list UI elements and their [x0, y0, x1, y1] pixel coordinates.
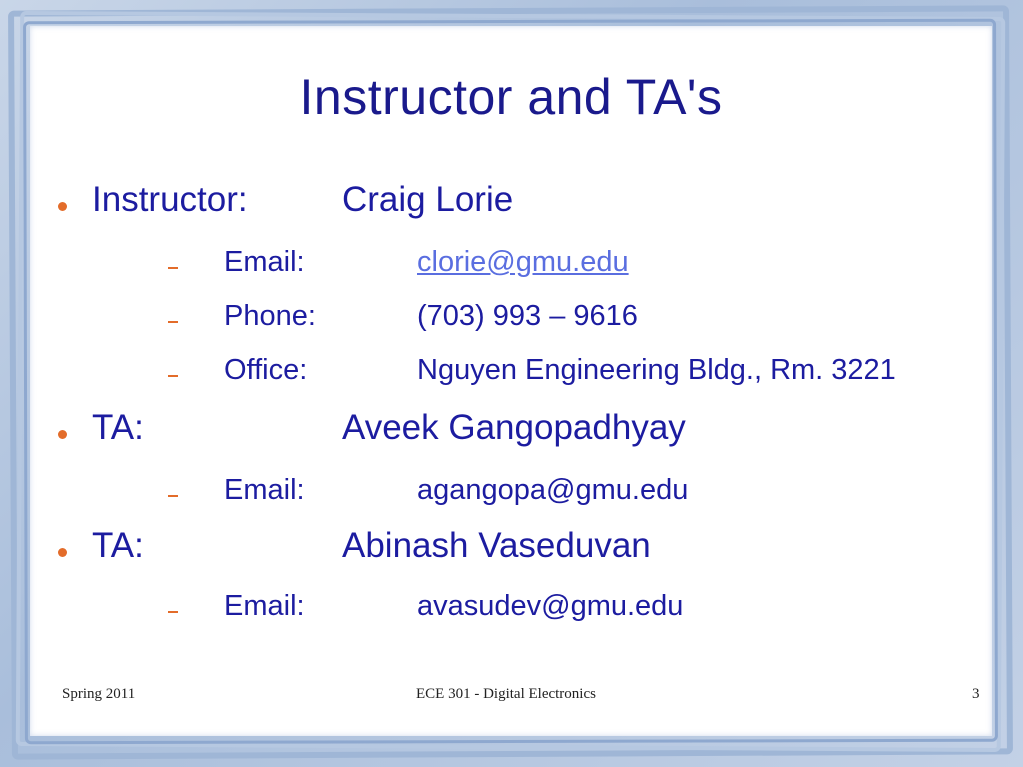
ta1-email-row: [30, 474, 992, 510]
ta2-name: Abinash Vaseduvan: [342, 526, 651, 565]
ta1-name: Aveek Gangopadhyay: [342, 408, 686, 447]
instructor-phone-row: [30, 300, 992, 336]
instructor-email-link[interactable]: clorie@gmu.edu: [417, 246, 629, 278]
ta2-label: TA:: [92, 526, 144, 565]
slide-canvas: [30, 26, 992, 736]
instructor-row: [30, 180, 992, 224]
ta1-label: TA:: [92, 408, 144, 447]
ta1-email: agangopa@gmu.edu: [417, 474, 689, 506]
bullet-icon: [58, 430, 67, 439]
dash-bullet-icon: [168, 611, 178, 613]
instructor-name: Craig Lorie: [342, 180, 514, 219]
phone-label: Phone:: [224, 300, 316, 332]
footer-course-title: ECE 301 - Digital Electronics: [416, 686, 596, 702]
bullet-icon: [58, 202, 67, 211]
footer-date: Spring 2011: [62, 686, 136, 702]
dash-bullet-icon: [168, 375, 178, 377]
dash-bullet-icon: [168, 321, 178, 323]
slide-title: Instructor and TA's: [299, 69, 723, 125]
instructor-label: Instructor:: [92, 180, 248, 219]
instructor-office-row: [30, 354, 992, 390]
dash-bullet-icon: [168, 495, 178, 497]
bullet-icon: [58, 548, 67, 557]
email-label: Email:: [224, 246, 305, 278]
ta2-row: [30, 526, 992, 570]
ta1-row: [30, 408, 992, 452]
instructor-phone: (703) 993 – 9616: [417, 300, 638, 332]
footer-slide-number: 3: [972, 686, 980, 702]
instructor-office: Nguyen Engineering Bldg., Rm. 3221: [417, 354, 896, 386]
office-label: Office:: [224, 354, 308, 386]
dash-bullet-icon: [168, 267, 178, 269]
email-label: Email:: [224, 474, 305, 506]
ta2-email-row: [30, 590, 992, 626]
instructor-email-row: [30, 246, 992, 282]
email-label: Email:: [224, 590, 305, 622]
ta2-email: avasudev@gmu.edu: [417, 590, 684, 622]
